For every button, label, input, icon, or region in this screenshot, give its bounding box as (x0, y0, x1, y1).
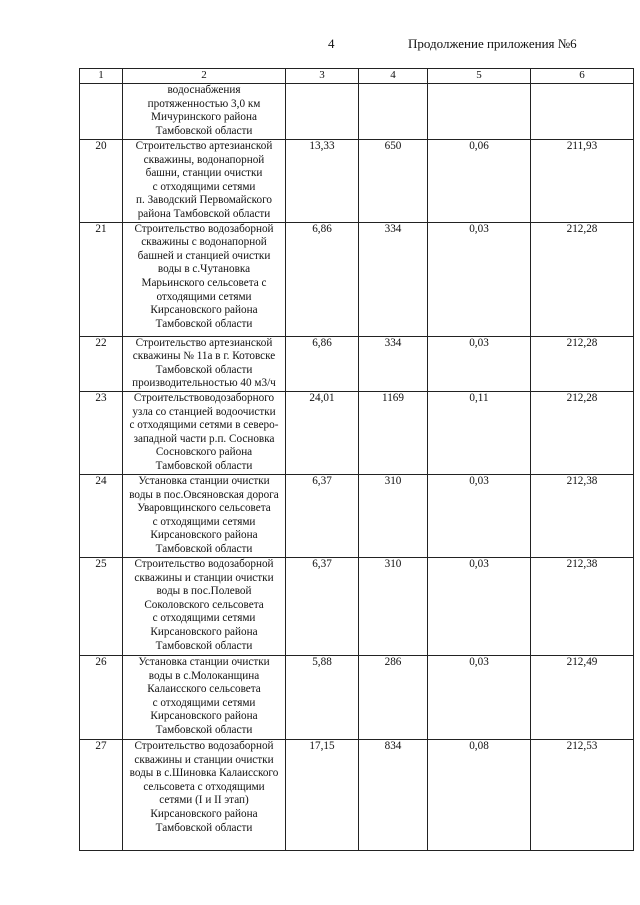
object-description (123, 655, 286, 739)
object-description (123, 222, 286, 336)
value-c4 (359, 84, 428, 140)
description-line: сельсовета с отходящими (143, 780, 265, 793)
value-c3: 13,33 (286, 140, 359, 223)
data-table (79, 68, 634, 851)
description-line: сетями (I и II этап) (159, 794, 249, 807)
value-c6 (531, 84, 634, 140)
object-description (123, 739, 286, 850)
value-c5: 0,06 (428, 140, 531, 223)
description-line: п. Заводский Первомайского (135, 194, 272, 207)
table-header-row (80, 69, 634, 84)
value-c3: 6,37 (286, 557, 359, 655)
description-line: Марьинского сельсовета с (141, 276, 267, 289)
description-line: воды в с.Молоканщина (148, 669, 260, 682)
description-line: с отходящими сетями (152, 180, 256, 193)
table-row (80, 140, 634, 223)
page-number: 4 (328, 36, 335, 51)
description-line: скважины и станции очистки (134, 571, 274, 584)
description-line: Сосновского района (155, 446, 253, 459)
value-c3: 5,88 (286, 655, 359, 739)
value-c5: 0,03 (428, 474, 531, 557)
value-c6: 212,38 (531, 557, 634, 655)
description-line: Установка станции очистки (138, 655, 270, 668)
table-row (80, 222, 634, 336)
value-c4: 834 (359, 739, 428, 850)
description-line: Тамбовской области (155, 639, 253, 652)
value-c3: 6,86 (286, 222, 359, 336)
description-line: скважины № 11а в г. Котовске (132, 350, 276, 363)
description-line: Тамбовской области (155, 363, 253, 376)
object-description (123, 336, 286, 391)
description-line: Соколовского сельсовета (144, 598, 264, 611)
value-c5: 0,03 (428, 222, 531, 336)
description-line: Тамбовской области (155, 542, 253, 555)
description-line: водоснабжения (167, 84, 241, 96)
description-line: Установка станции очистки (138, 474, 270, 487)
table-row (80, 84, 634, 140)
value-c4: 310 (359, 474, 428, 557)
description-line: воды в с.Шиновка Калаисского (129, 767, 279, 780)
value-c5: 0,03 (428, 557, 531, 655)
table-row (80, 336, 634, 391)
description-line: Строительство артезианской (135, 336, 273, 349)
description-line: башней и станцией очистки (137, 249, 271, 262)
table-row (80, 739, 634, 850)
description-line: Калаисского сельсовета (147, 683, 261, 696)
description-line: скважины с водонапорной (141, 236, 267, 249)
column-header: 2 (123, 69, 286, 84)
description-line: с отходящими сетями (152, 515, 256, 528)
description-line: отходящими сетями (156, 290, 252, 303)
description-line: с отходящими сетями (152, 612, 256, 625)
value-c6: 212,28 (531, 336, 634, 391)
column-header: 1 (80, 69, 123, 84)
object-description (123, 84, 286, 140)
value-c4: 286 (359, 655, 428, 739)
value-c6: 212,38 (531, 474, 634, 557)
description-line: с отходящими сетями (152, 696, 256, 709)
object-description (123, 557, 286, 655)
value-c6: 212,28 (531, 391, 634, 474)
description-line: Тамбовской области (155, 821, 253, 834)
value-c4: 334 (359, 222, 428, 336)
value-c5: 0,03 (428, 336, 531, 391)
description-line: Строительство водозаборной (134, 222, 274, 235)
description-line: башни, станции очистки (145, 167, 263, 180)
value-c4: 310 (359, 557, 428, 655)
value-c3: 24,01 (286, 391, 359, 474)
value-c3: 6,86 (286, 336, 359, 391)
value-c6: 212,49 (531, 655, 634, 739)
description-line: воды в пос.Полевой (156, 585, 252, 598)
row-number: 20 (80, 140, 123, 223)
description-line: с отходящими сетями в северо- (129, 419, 279, 432)
description-line: Кирсановского района (150, 625, 258, 638)
description-line: Кирсановского района (150, 710, 258, 723)
row-number: 25 (80, 557, 123, 655)
value-c4: 650 (359, 140, 428, 223)
description-line: воды в пос.Овсяновская дорога (129, 488, 279, 501)
description-line: Тамбовской области (155, 723, 253, 736)
row-number: 24 (80, 474, 123, 557)
column-header: 5 (428, 69, 531, 84)
appendix-continuation-title: Продолжение приложения №6 (408, 36, 577, 51)
description-line: западной части р.п. Сосновка (133, 432, 275, 445)
table-row (80, 557, 634, 655)
column-header: 6 (531, 69, 634, 84)
description-line: Строительство водозаборной (134, 739, 274, 752)
description-line: узла со станцией водоочистки (132, 405, 276, 418)
value-c5: 0,08 (428, 739, 531, 850)
column-header: 4 (359, 69, 428, 84)
value-c6: 211,93 (531, 140, 634, 223)
value-c4: 334 (359, 336, 428, 391)
value-c3: 6,37 (286, 474, 359, 557)
description-line: скважины и станции очистки (134, 753, 274, 766)
description-line: района Тамбовской области (137, 207, 271, 220)
description-line: Кирсановского района (150, 304, 258, 317)
value-c6: 212,53 (531, 739, 634, 850)
table-row (80, 474, 634, 557)
value-c5 (428, 84, 531, 140)
value-c6: 212,28 (531, 222, 634, 336)
description-line: Строительство артезианской (135, 140, 273, 152)
description-line: Мичуринского района (151, 111, 257, 124)
description-line: скважины, водонапорной (143, 153, 265, 166)
description-line: Тамбовской области (155, 124, 253, 137)
description-line: Строительствоводозаборного (133, 391, 275, 404)
description-line: протяженностью 3,0 км (147, 97, 261, 110)
row-number (80, 84, 123, 140)
value-c5: 0,03 (428, 655, 531, 739)
object-description (123, 140, 286, 223)
value-c5: 0,11 (428, 391, 531, 474)
table-row (80, 655, 634, 739)
description-line: Тамбовской области (155, 459, 253, 472)
row-number: 27 (80, 739, 123, 850)
value-c3: 17,15 (286, 739, 359, 850)
description-line: Строительство водозаборной (134, 557, 274, 570)
row-number: 21 (80, 222, 123, 336)
description-line: Уваровщинского сельсовета (137, 502, 271, 515)
description-line: Кирсановского района (150, 529, 258, 542)
value-c3 (286, 84, 359, 140)
value-c4: 1169 (359, 391, 428, 474)
object-description (123, 474, 286, 557)
description-line: Тамбовской области (155, 317, 253, 330)
table-body (80, 69, 634, 851)
column-header: 3 (286, 69, 359, 84)
row-number: 23 (80, 391, 123, 474)
description-line: Кирсановского района (150, 807, 258, 820)
description-line: производительностью 40 м3/ч (132, 377, 276, 390)
row-number: 26 (80, 655, 123, 739)
description-line: воды в с.Чутановка (157, 263, 251, 276)
table-row (80, 391, 634, 474)
row-number: 22 (80, 336, 123, 391)
object-description (123, 391, 286, 474)
